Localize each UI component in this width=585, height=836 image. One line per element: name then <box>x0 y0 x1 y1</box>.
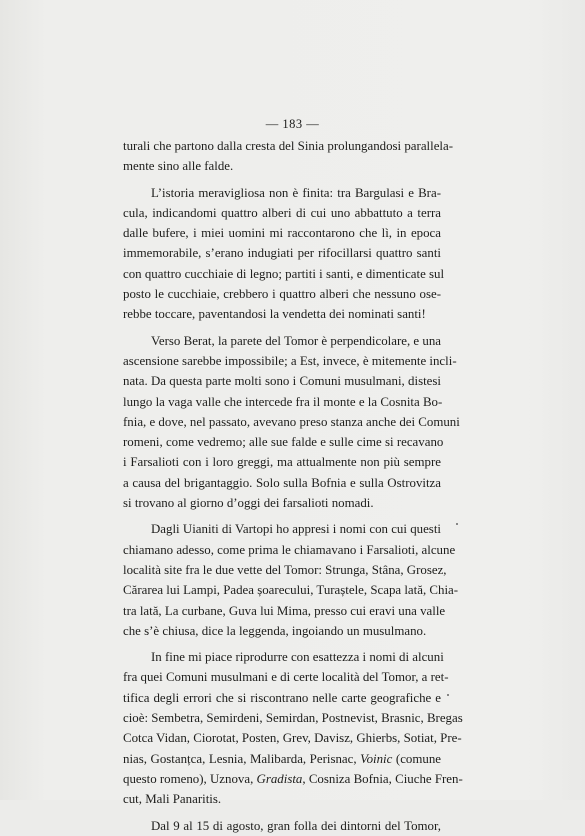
text-line: In fine mi piace riprodurre con esattezza i nomi di alcuni <box>151 650 444 665</box>
text-line: cut, Mali Panaritis. <box>123 792 222 807</box>
text-line: rebbe toccare, paventandosi la vendetta dei nominati santi! <box>123 307 426 322</box>
text-line: turali che partono dalla cresta del Sinia prolungandosi parallela- <box>123 139 454 153</box>
text-line: lungo la vaga valle che intercede fra il monte e la Cosnita Bo- <box>123 394 443 409</box>
text-line: nata. Da questa parte molti sono i Comuni musulmani, distesi <box>123 374 441 389</box>
text-line: Cotca Vidan, Ciorotat, Posten, Grev, Davisz, Ghierbs, Sotiat, Pre- <box>123 731 462 746</box>
paragraph <box>123 816 441 836</box>
text-line: ascensione sarebbe impossibile; a Est, invece, è mitemente incli- <box>123 353 457 368</box>
text-line: che s’è chiusa, dice la leggenda, ingoiando un musulmano. <box>123 623 427 638</box>
text-line: chiamano adesso, come prima le chiamavano i Farsalioti, alcune <box>123 542 456 557</box>
paragraph <box>123 183 445 325</box>
text-line: con quattro cucchiaie di legno; partiti i santi, e dimenticate sul <box>123 266 445 281</box>
text-line: a causa del brigantaggio. Solo sulla Bofnia e sulla Ostrovitza <box>123 475 441 490</box>
text-line: L’istoria meravigliosa non è finita: tra Bargulasi e Bra- <box>151 185 441 200</box>
text-line: questo romeno), Uznova, Gradista, Cosniza Bofnia, Ciuche Fren- <box>123 771 463 786</box>
text-line: cioè: Sembetra, Semirdeni, Semirdan, Postnevist, Brasnic, Bregas <box>123 711 463 726</box>
paragraph <box>123 331 460 514</box>
paragraph <box>123 136 454 177</box>
text-line: mente sino alle falde. <box>123 159 234 174</box>
text-line: tifica degli errori che si riscontrano nelle carte geografiche e <box>123 690 441 705</box>
italic-place-name: Voinic <box>360 751 393 766</box>
text-line: si trovano al giorno d’oggi dei farsalioti nomadi. <box>123 496 374 511</box>
text-line: Cărarea lui Lampi, Padea șoarecului, Turaștele, Scapa lată, Chia- <box>123 583 459 598</box>
page-speck <box>447 694 449 696</box>
text-line: fra quei Comuni musulmani e di certe località del Tomor, a ret- <box>123 670 449 685</box>
text-line: tra lată, La curbane, Guva lui Mima, presso cui eravi una valle <box>123 603 446 618</box>
body-text <box>123 136 463 836</box>
text-line: Verso Berat, la parete del Tomor è perpendicolare, e una <box>151 333 441 348</box>
text-line: i Farsalioti con i loro greggi, ma attualmente non più sempre <box>123 455 441 470</box>
paragraph <box>123 519 459 641</box>
page-speck <box>456 523 458 525</box>
text-line: immemorabile, s’erano indugiati per rifocillarsi quattro santi <box>123 246 441 261</box>
text-line: Dal 9 al 15 di agosto, gran folla dei dintorni del Tomor, <box>151 818 441 833</box>
text-line: località site fra le due vette del Tomor: Strunga, Stâna, Grosez, <box>123 562 447 577</box>
text-line: Dagli Uianiti di Vartopi ho appresi i nomi con cui questi <box>151 522 441 537</box>
text-line: nias, Gostanțca, Lesnia, Malibarda, Perisnac, Voinic (comune <box>123 751 441 766</box>
text-line: posto le cucchiaie, crebbero i quattro alberi che nessuno ose- <box>123 287 441 302</box>
page-number: — 183 — <box>265 117 320 131</box>
text-line: dalle bufere, i miei uomini mi raccontarono che lì, in epoca <box>123 226 441 241</box>
italic-place-name: Gradista <box>256 771 303 786</box>
text-line: romeni, come vedremo; alle sue falde e sulle cime si recavano <box>123 435 444 450</box>
text-line: fnia, e dove, nel passato, avevano preso stanza anche dei Comuni <box>123 414 460 429</box>
text-line: cula, indicandomi quattro alberi di cui uno abbattuto a terra <box>123 205 441 220</box>
paragraph <box>123 647 463 809</box>
